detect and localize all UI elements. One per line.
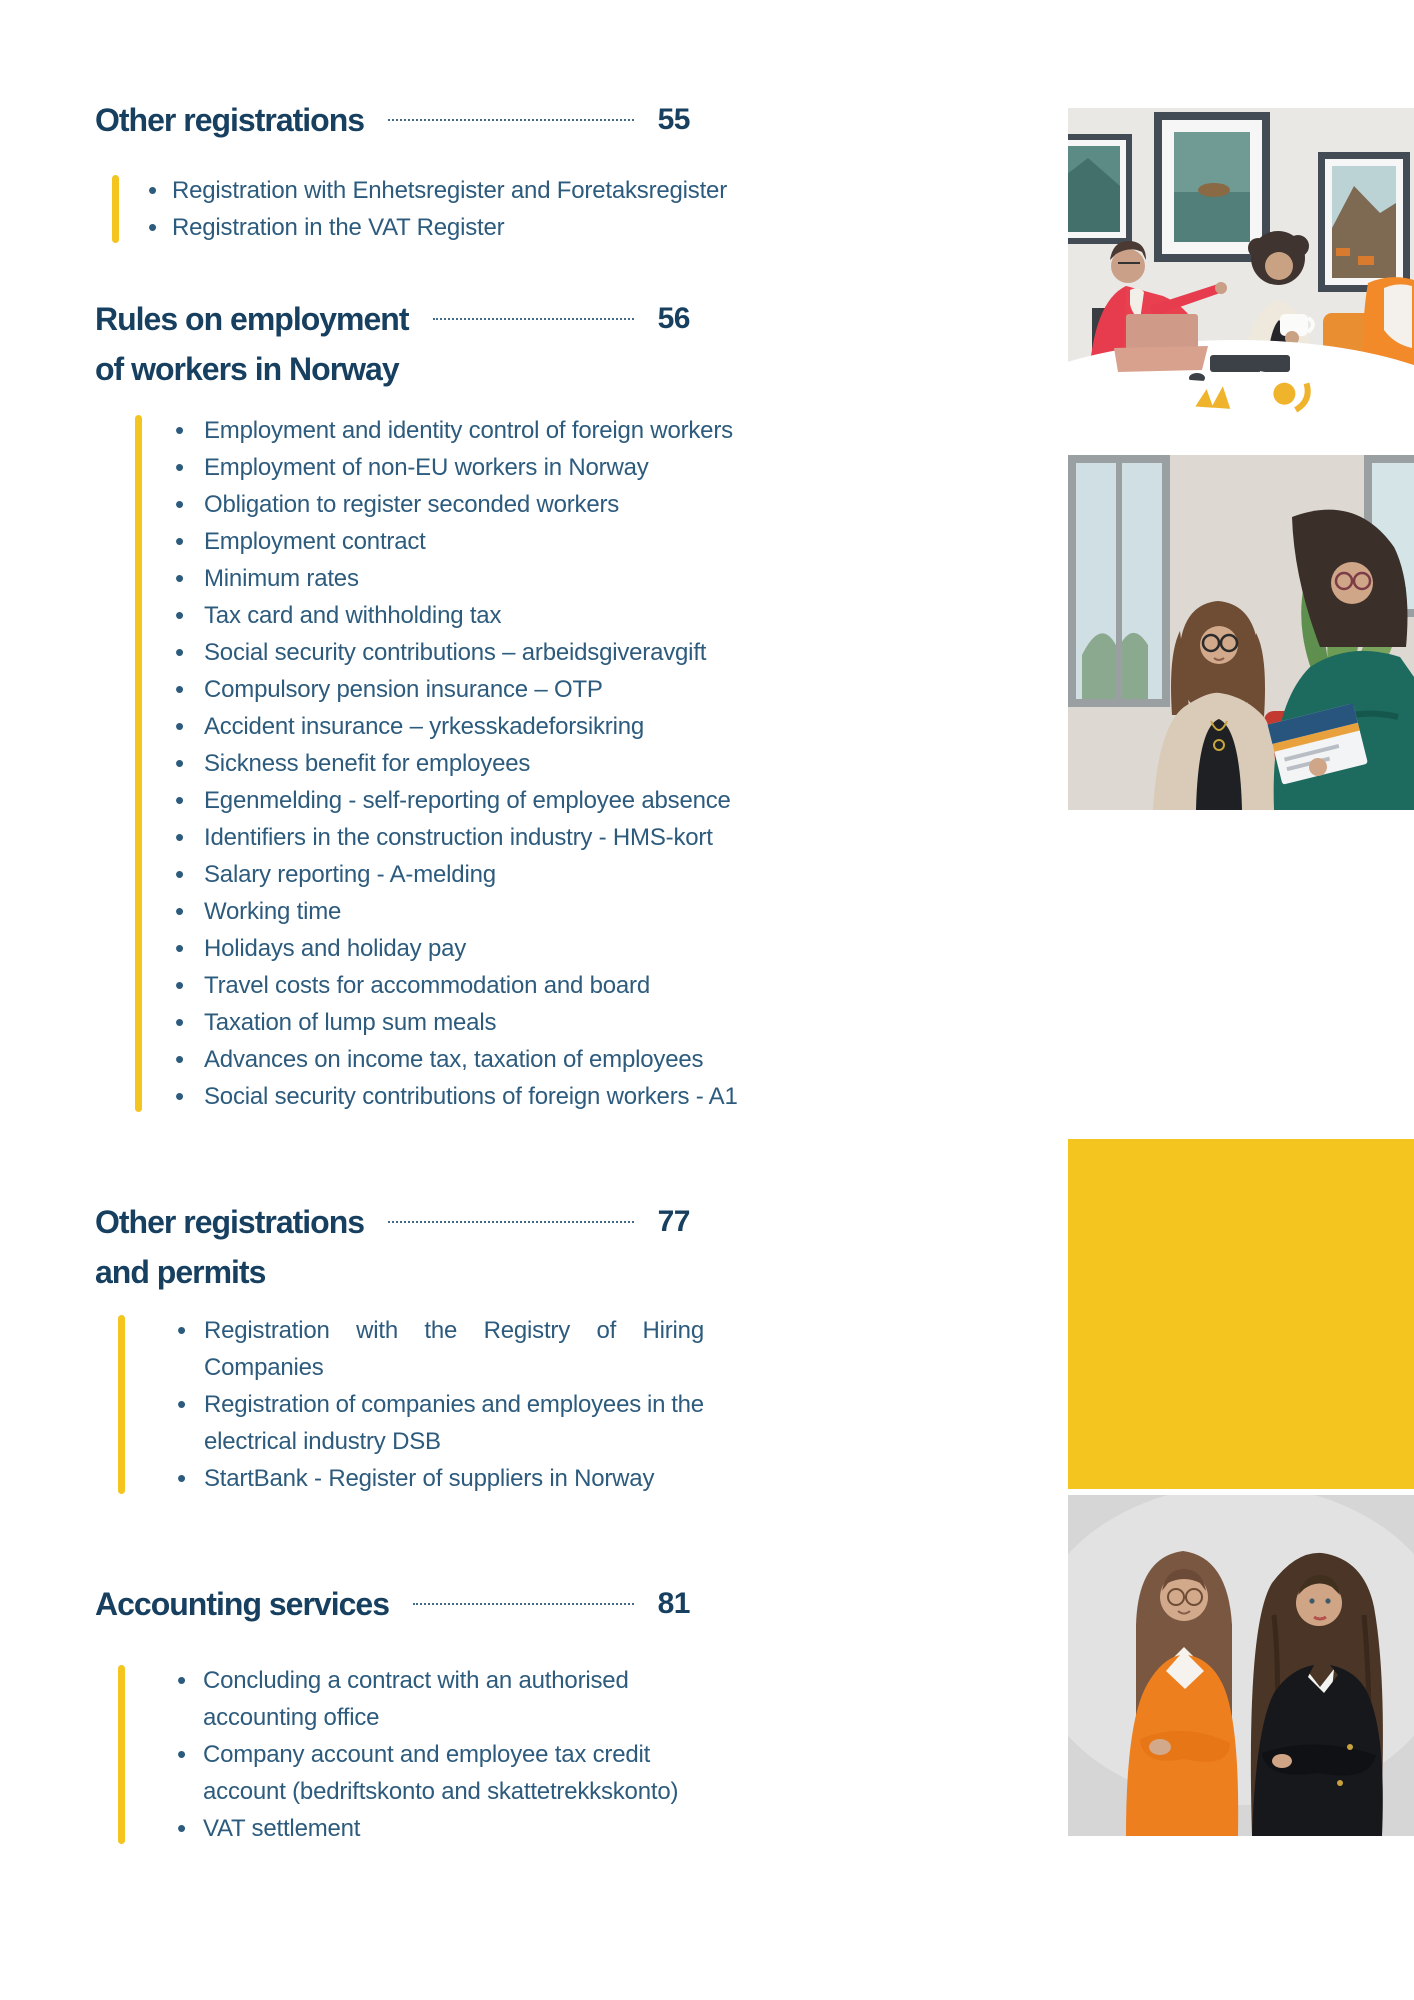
list-item xyxy=(112,172,872,209)
list-item-text: Concluding a contract with an authorised accounting office xyxy=(203,1667,629,1731)
list-item xyxy=(135,708,895,745)
page-number: 77 xyxy=(657,1205,690,1238)
bullet-icon: • xyxy=(175,1081,185,1111)
bullet-icon: • xyxy=(175,1007,185,1037)
bullet-icon: • xyxy=(175,637,185,667)
bullet-icon: • xyxy=(175,415,185,445)
bullet-list-other-registrations-and-permits xyxy=(118,1312,718,1497)
dotted-leader xyxy=(413,1603,634,1605)
bullet-icon: • xyxy=(175,526,185,556)
team-portrait-illustration xyxy=(1068,1495,1414,1836)
bullet-icon: • xyxy=(175,748,185,778)
bullet-icon: • xyxy=(175,1044,185,1074)
list-item xyxy=(135,1004,895,1041)
bullet-icon: • xyxy=(175,600,185,630)
toc-entry-rules-on-employment[interactable] xyxy=(95,296,690,342)
list-item-text: Minimum rates xyxy=(204,565,359,592)
list-item-text: Social security contributions of foreign workers - A1 xyxy=(204,1083,738,1110)
list-item-text: Accident insurance – yrkesskadeforsikring xyxy=(204,713,645,740)
dotted-leader xyxy=(388,1221,634,1223)
list-item-text: Registration with Enhetsregister and Foretaksregister xyxy=(172,177,727,204)
page-number: 56 xyxy=(657,302,690,335)
list-item xyxy=(118,1810,738,1847)
list-item-text: Social security contributions – arbeidsgiveravgift xyxy=(204,639,707,666)
list-item-text: Registration with the Registry of Hiring Companies xyxy=(204,1317,704,1381)
list-item xyxy=(118,1460,718,1497)
bullet-icon: • xyxy=(177,1389,187,1419)
bullet-icon: • xyxy=(175,674,185,704)
list-item-text: Travel costs for accommodation and board xyxy=(204,972,650,999)
list-item xyxy=(135,930,895,967)
toc-entry-other-registrations-and-permits[interactable] xyxy=(95,1199,690,1245)
list-item xyxy=(135,782,895,819)
yellow-accent-block xyxy=(1068,1139,1414,1489)
bullet-icon: • xyxy=(175,970,185,1000)
bullet-list-accounting-services xyxy=(118,1662,738,1847)
bullet-icon: • xyxy=(175,859,185,889)
toc-section-other-registrations xyxy=(95,97,690,143)
list-item-text: Holidays and holiday pay xyxy=(204,935,467,962)
bullet-icon: • xyxy=(177,1665,187,1695)
list-item-text: Registration in the VAT Register xyxy=(172,214,505,241)
section-title: Other registrations xyxy=(95,1204,365,1240)
meeting-room-photo xyxy=(1068,108,1414,450)
list-item-text: Taxation of lump sum meals xyxy=(204,1009,497,1036)
toc-section-rules-on-employment xyxy=(95,296,690,394)
list-item xyxy=(135,486,895,523)
brochure-review-photo xyxy=(1068,455,1414,810)
list-item-text: Advances on income tax, taxation of employees xyxy=(204,1046,704,1073)
bullet-icon: • xyxy=(177,1315,187,1345)
bullet-list-other-registrations xyxy=(112,172,872,246)
list-item xyxy=(135,893,895,930)
meeting-room-illustration xyxy=(1068,108,1414,450)
list-item xyxy=(135,819,895,856)
list-item-text: Sickness benefit for employees xyxy=(204,750,531,777)
list-item-text: Compulsory pension insurance – OTP xyxy=(204,676,603,703)
page-number: 55 xyxy=(657,103,690,136)
list-item xyxy=(135,449,895,486)
team-portrait-photo xyxy=(1068,1495,1414,1836)
list-item xyxy=(135,856,895,893)
list-item-text: Obligation to register seconded workers xyxy=(204,491,620,518)
list-item-text: StartBank - Register of suppliers in Norway xyxy=(204,1465,655,1492)
list-item xyxy=(135,671,895,708)
section-title-line2: of workers in Norway xyxy=(95,351,399,387)
bullet-icon: • xyxy=(148,212,158,242)
dotted-leader xyxy=(388,119,634,121)
section-title: Accounting services xyxy=(95,1586,389,1622)
list-item-text: Tax card and withholding tax xyxy=(204,602,502,629)
list-item xyxy=(135,1041,895,1078)
bullet-icon: • xyxy=(175,489,185,519)
toc-section-accounting-services xyxy=(95,1581,690,1627)
list-item-text: Company account and employee tax credit account (bedriftskonto and skattetrekkskonto) xyxy=(203,1741,679,1805)
bullet-icon: • xyxy=(175,452,185,482)
list-item xyxy=(118,1736,738,1810)
dotted-leader xyxy=(433,318,634,320)
bullet-icon: • xyxy=(175,711,185,741)
toc-section-other-registrations-and-permits xyxy=(95,1199,690,1297)
list-item-text: Employment and identity control of foreign workers xyxy=(204,417,733,444)
bullet-list-rules-on-employment xyxy=(135,412,895,1115)
section-title: Rules on employment xyxy=(95,301,409,337)
list-item xyxy=(112,209,872,246)
list-item xyxy=(135,745,895,782)
list-item-text: Identifiers in the construction industry - HMS-kort xyxy=(204,824,713,851)
list-item-text: Salary reporting - A-melding xyxy=(204,861,496,888)
bullet-icon: • xyxy=(177,1813,187,1843)
list-item xyxy=(135,560,895,597)
brochure-review-illustration xyxy=(1068,455,1414,810)
list-item xyxy=(118,1386,718,1460)
bullet-icon: • xyxy=(175,785,185,815)
page-number: 81 xyxy=(657,1587,690,1620)
bullet-icon: • xyxy=(177,1739,187,1769)
list-item xyxy=(135,597,895,634)
bullet-icon: • xyxy=(175,563,185,593)
bullet-icon: • xyxy=(175,933,185,963)
list-item xyxy=(135,523,895,560)
list-item-text: Registration of companies and employees in the electrical industry DSB xyxy=(204,1391,704,1455)
list-item xyxy=(135,967,895,1004)
list-item xyxy=(118,1312,718,1386)
list-item-text: Employment contract xyxy=(204,528,426,555)
bullet-icon: • xyxy=(177,1463,187,1493)
toc-entry-other-registrations[interactable] xyxy=(95,97,690,143)
woman-orange-blazer xyxy=(1126,1551,1238,1836)
list-item-text: Working time xyxy=(204,898,342,925)
list-item-text: Egenmelding - self-reporting of employee absence xyxy=(204,787,731,814)
toc-entry-accounting-services[interactable] xyxy=(95,1581,690,1627)
bullet-icon: • xyxy=(175,896,185,926)
list-item xyxy=(135,634,895,671)
list-item xyxy=(135,412,895,449)
bullet-icon: • xyxy=(175,822,185,852)
section-title: Other registrations xyxy=(95,102,365,138)
woman-black-suit xyxy=(1251,1553,1383,1836)
bullet-icon: • xyxy=(148,175,158,205)
list-item-text: VAT settlement xyxy=(203,1815,361,1842)
list-item-text: Employment of non-EU workers in Norway xyxy=(204,454,649,481)
section-title-line2: and permits xyxy=(95,1254,266,1290)
list-item xyxy=(135,1078,895,1115)
list-item xyxy=(118,1662,738,1736)
